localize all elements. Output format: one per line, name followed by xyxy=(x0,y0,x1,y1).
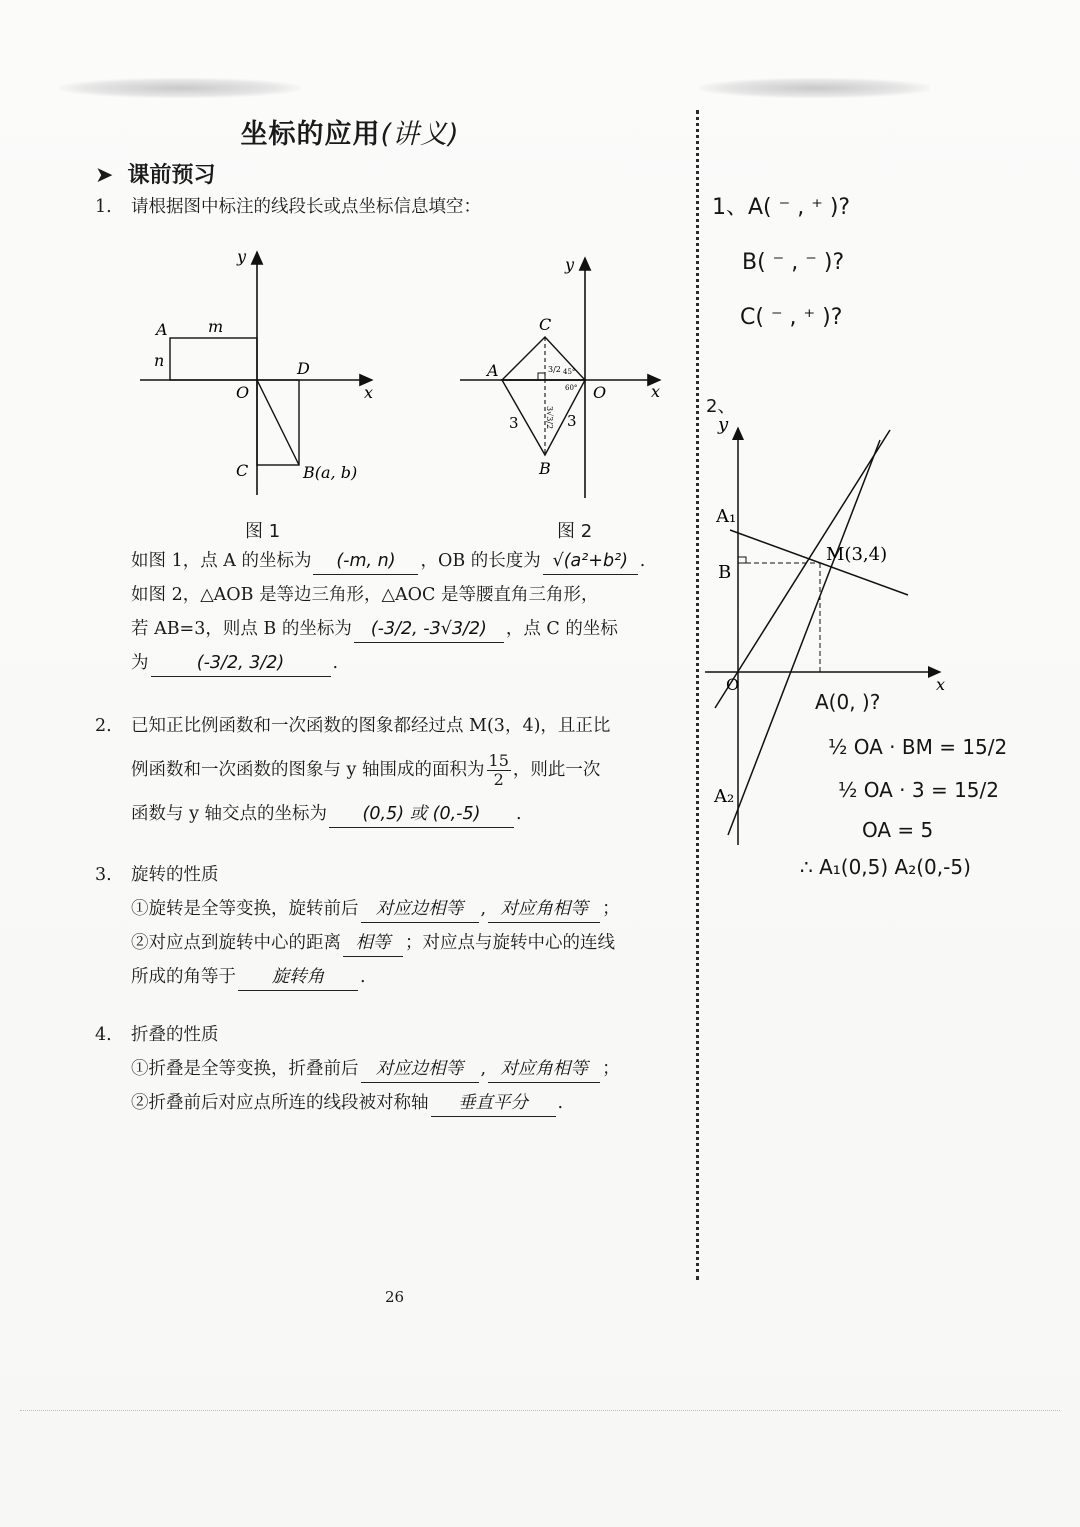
line-A2M xyxy=(728,440,880,835)
text: ，OB 的长度为 xyxy=(420,551,541,571)
question-number: 4. xyxy=(95,1025,112,1045)
answer-blank-3[interactable]: 相等 xyxy=(343,930,403,957)
q3-line-3 xyxy=(95,960,685,994)
binding-shadow-right xyxy=(700,78,930,98)
text: ①折叠是全等变换，折叠前后 xyxy=(131,1059,359,1079)
note-6: ½ OA · BM = 15/2 xyxy=(828,735,1008,759)
q1-line-4 xyxy=(131,646,691,680)
graph-label-M: M(3,4) xyxy=(826,544,888,565)
text: . xyxy=(639,551,646,571)
label-angle-45: 45° xyxy=(563,368,576,376)
arrow-icon: ➤ xyxy=(95,163,114,188)
label-A: A xyxy=(156,320,168,339)
right-angle-mark xyxy=(538,373,545,380)
rect-A xyxy=(170,338,257,380)
label-half: 3/2 xyxy=(548,365,561,374)
text: 若 AB=3，则点 B 的坐标为 xyxy=(131,619,352,639)
label-A: A xyxy=(487,361,499,380)
note-9: ∴ A₁(0,5) A₂(0,-5) xyxy=(800,855,971,879)
graph-label-A2: A₂ xyxy=(714,786,735,807)
answer-blank-1[interactable]: 对应边相等 xyxy=(361,896,479,923)
answer-blank[interactable]: (0,5) 或 (0,-5) xyxy=(329,801,514,828)
label-C: C xyxy=(236,461,249,480)
q2-line-2 xyxy=(95,748,685,792)
segment-OB xyxy=(257,380,299,465)
q2-line-1: 已知正比例函数和一次函数的图象都经过点 M(3，4)，且正比 xyxy=(131,716,611,736)
note-2-label: 2、 xyxy=(706,396,736,417)
text: . xyxy=(557,1093,564,1113)
text: 例函数和一次函数的图象与 y 轴围成的面积为 xyxy=(131,760,485,780)
q4-line-2 xyxy=(95,1086,685,1120)
q1-line-2: 如图 2，△AOB 是等边三角形，△AOC 是等腰直角三角形， xyxy=(131,585,599,605)
label-x: x xyxy=(364,383,374,402)
note-8: OA = 5 xyxy=(862,818,934,842)
binding-shadow-left xyxy=(60,78,300,98)
label-O: O xyxy=(236,383,250,402)
q2-line-3 xyxy=(95,792,685,836)
graph-label-y: y xyxy=(718,414,729,435)
fraction-numerator: 15 xyxy=(488,751,509,770)
label-height: 3√3/2 xyxy=(545,406,554,430)
q3-line-1: ①旋转是全等变换，旋转前后 对应边相等 , 对应角相等 ； xyxy=(95,892,685,926)
text: 所成的角等于 xyxy=(131,967,236,987)
section-heading xyxy=(95,158,215,189)
title-text: 坐标的应用 xyxy=(240,119,381,150)
text: 如图 1，点 A 的坐标为 xyxy=(131,551,312,571)
text: ； xyxy=(602,899,620,919)
figure-2 xyxy=(455,250,670,510)
label-side-1: 3 xyxy=(509,414,519,432)
answer-blank-OB[interactable]: √(a²+b²) xyxy=(543,548,638,575)
text: ，点 C 的坐标 xyxy=(505,619,618,639)
text: . xyxy=(360,967,366,987)
question-heading: 旋转的性质 xyxy=(131,865,219,885)
figure-2-caption: 图 2 xyxy=(557,521,593,542)
text: . xyxy=(332,653,339,673)
answer-blank-3[interactable]: 垂直平分 xyxy=(431,1090,556,1117)
question-1-answers xyxy=(95,544,691,680)
text: ②折叠前后对应点所连的线段被对称轴 xyxy=(131,1093,429,1113)
fraction xyxy=(487,752,511,789)
q3-line-2 xyxy=(95,926,685,960)
dotted-divider xyxy=(696,110,699,1280)
question-3 xyxy=(95,858,685,994)
label-side-2: 3 xyxy=(567,412,577,430)
q1-line-3 xyxy=(131,612,691,646)
right-angle-mark xyxy=(738,557,746,563)
label-B: B(a, b) xyxy=(303,463,358,482)
label-x: x xyxy=(651,382,661,401)
label-angle-60: 60° xyxy=(565,384,578,392)
figure-1-caption: 图 1 xyxy=(245,521,281,542)
graph-label-A1: A₁ xyxy=(716,506,737,527)
text: 为 xyxy=(131,653,149,673)
q1-line-1 xyxy=(131,544,691,578)
label-y: y xyxy=(565,255,575,274)
answer-blank-C[interactable]: (-3/2, 3/2) xyxy=(151,650,331,677)
answer-blank-4[interactable]: 旋转角 xyxy=(238,964,358,991)
label-O: O xyxy=(593,383,607,402)
bottom-dotted-line xyxy=(20,1410,1060,1411)
fraction-denominator: 2 xyxy=(493,770,504,789)
question-number: 2. xyxy=(95,716,112,736)
title-handwritten: (讲义) xyxy=(380,119,460,150)
q4-line-1: ①折叠是全等变换，折叠前后 对应边相等 , 对应角相等 ； xyxy=(95,1052,685,1086)
line-OM xyxy=(715,430,890,708)
figure-1 xyxy=(140,240,390,510)
note-2: B( ⁻ , ⁻ )? xyxy=(742,250,845,275)
label-n: n xyxy=(154,351,165,370)
answer-blank-B[interactable]: (-3/2, -3√3/2) xyxy=(354,616,504,643)
question-number: 3. xyxy=(95,865,112,885)
label-B: B xyxy=(539,459,551,478)
text: 函数与 y 轴交点的坐标为 xyxy=(131,804,328,824)
label-C: C xyxy=(539,315,552,334)
question-4 xyxy=(95,1018,685,1120)
question-1 xyxy=(95,190,685,224)
question-number: 1. xyxy=(95,197,112,217)
graph-label-x: x xyxy=(936,675,946,694)
answer-blank-2[interactable]: 对应角相等 xyxy=(488,896,600,923)
graph-label-B: B xyxy=(718,562,732,583)
graph-label-O: O xyxy=(726,675,740,694)
answer-blank-2[interactable]: 对应角相等 xyxy=(488,1056,600,1083)
label-y: y xyxy=(237,247,247,266)
answer-blank-A[interactable]: (-m, n) xyxy=(313,548,418,575)
label-m: m xyxy=(208,317,224,336)
note-3: C( ⁻ , ⁺ )? xyxy=(740,305,843,330)
text: ，则此一次 xyxy=(512,760,601,780)
note-1: 1、A( ⁻ , ⁺ )? xyxy=(712,195,851,220)
note-7: ½ OA · 3 = 15/2 xyxy=(838,778,999,802)
question-heading: 折叠的性质 xyxy=(131,1025,219,1045)
answer-blank-1[interactable]: 对应边相等 xyxy=(361,1056,479,1083)
text: ； xyxy=(602,1059,620,1079)
label-D: D xyxy=(297,359,310,378)
text: . xyxy=(516,804,522,824)
section-title: 课前预习 xyxy=(127,163,216,188)
question-prompt: 请根据图中标注的线段长或点坐标信息填空： xyxy=(131,197,481,217)
question-2 xyxy=(95,704,685,836)
page-title xyxy=(0,112,700,151)
page-number: 26 xyxy=(385,1288,405,1306)
text: ②对应点到旋转中心的距离 xyxy=(131,933,341,953)
note-5: A(0, )? xyxy=(815,690,881,714)
text: ①旋转是全等变换，旋转前后 xyxy=(131,899,359,919)
text: ；对应点与旋转中心的连线 xyxy=(405,933,615,953)
